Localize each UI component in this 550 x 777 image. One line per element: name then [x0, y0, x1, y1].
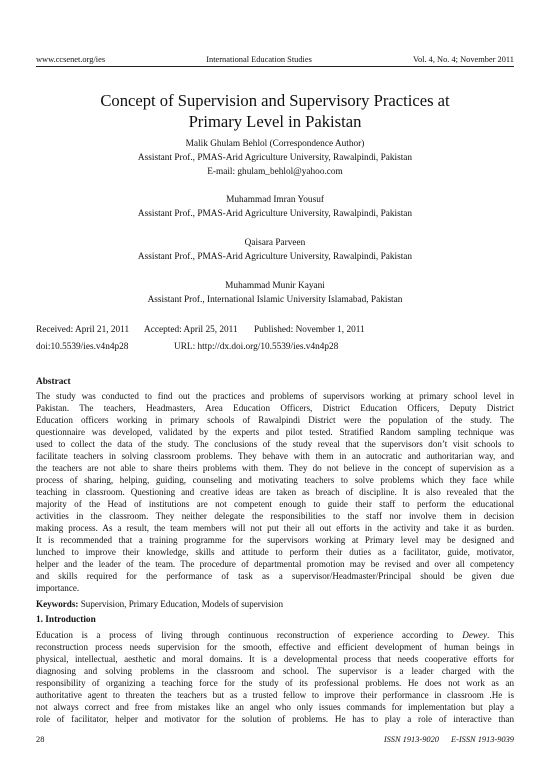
running-header: [36, 52, 514, 64]
paper-title: [36, 90, 514, 132]
author-affiliation: Assistant Prof., PMAS-Arid Agriculture University, Rawalpindi, Pakistan: [137, 153, 413, 163]
title-line: Concept of Supervision and Supervisory Practices at: [100, 91, 450, 110]
keywords-line: [36, 598, 283, 610]
body-line: reconstruction process needs supervision for the smooth, effective and efficient development of human beings in: [36, 642, 514, 652]
abstract-line: Pakistan. The teachers, Headmasters, Area Education Officers, District Education Officers, Deputy District: [36, 403, 514, 413]
author-block: [36, 279, 514, 307]
cited-author: Dewey: [462, 630, 488, 640]
abstract-line: lunched to improve their knowledge, skills and attitude to perform their duties as a facilitator, guide, motivator,: [36, 547, 514, 557]
author-name: Malik Ghulam Behlol (Correspondence Author): [185, 139, 365, 149]
abstract-line: The study was conducted to find out the practices and problems of supervisors working at primary school level in: [36, 391, 514, 401]
abstract-line: majority of the Head of institutions are not competent enough to guide their staff to perform the educational: [36, 499, 514, 509]
published-date: Published: November 1, 2011: [254, 325, 365, 335]
author-block: [36, 236, 514, 264]
author-block: [36, 193, 514, 221]
abstract-line: importance.: [36, 583, 80, 593]
abstract-line: facilitate teachers in solving classroom problems. They behave with them in an autocratic and authoritarian way, and: [36, 451, 514, 461]
section-heading: 1. Introduction: [36, 615, 96, 625]
abstract-line: questionnaire was developed, validated by the experts and pilot tested. Stratified Random sampling technique was: [36, 427, 514, 437]
identifier-row: [36, 340, 338, 354]
received-date: Received: April 21, 2011: [36, 325, 130, 335]
accepted-date: Accepted: April 25, 2011: [144, 325, 238, 335]
body-line: physical, intellectual, aesthetic and moral domains. It is a developmental process that needs cooperative efforts for: [36, 654, 514, 664]
abstract-line: activities in the classroom. They neither delegate the responsibilities to the staff nor involve them in decision: [36, 511, 514, 521]
body-line: responsibility of organizing a teaching force for the study of its professional problems. He does not work as an: [36, 678, 514, 688]
dates-row: [36, 323, 365, 337]
abstract-line: process of sharing, helping, guiding, counseling and motivating teachers to solve problems which they face while: [36, 475, 514, 485]
abstract-line: It is recommended that a training programme for the supervisors working at Primary level may be designed and: [36, 535, 514, 545]
abstract-line: and skills required for the performance of task as a supervisor/Headmaster/Principal should be given due: [36, 571, 514, 581]
doi: doi:10.5539/ies.v4n4p28: [36, 342, 129, 352]
author-affiliation: Assistant Prof., PMAS-Arid Agriculture University, Rawalpindi, Pakistan: [137, 209, 413, 219]
abstract-line: teaching in classroom. Questioning and creative ideas are taken as breach of discipline. It is also revealed that the: [36, 487, 514, 497]
page-footer: [36, 735, 514, 747]
author-name: Muhammad Munir Kayani: [225, 281, 325, 291]
body-line: role of facilitator, helper and motivator for the solution of problems. He has to play a role of interactive than: [36, 714, 514, 724]
journal-name: International Education Studies: [206, 55, 312, 64]
abstract-heading: Abstract: [36, 377, 71, 387]
issn-block: [384, 735, 514, 747]
abstract-line: making process. As a result, the team members will not put their all out efforts in the activity and take it as burden.: [36, 523, 514, 533]
eissn: E-ISSN 1913-9039: [450, 735, 514, 744]
body-line: not always correct and free from mistakes like an angel who only issues commands for implementation but play a: [36, 702, 514, 712]
keywords-text: Supervision, Primary Education, Models of supervision: [80, 599, 284, 609]
keywords-label: Keywords:: [36, 599, 79, 609]
author-name: Muhammad Imran Yousuf: [226, 195, 324, 205]
abstract-body: [36, 390, 514, 594]
volume-issue: Vol. 4, No. 4; November 2011: [413, 55, 514, 64]
author-block: [36, 137, 514, 179]
author-affiliation: Assistant Prof., International Islamic University Islamabad, Pakistan: [147, 295, 403, 305]
abstract-line: used to collect the data of the study. The conclusions of the study reveal that the supervisors don’t visit schools to: [36, 439, 514, 449]
journal-website[interactable]: www.ccsenet.org/ies: [36, 55, 106, 64]
issn: ISSN 1913-9020: [383, 735, 439, 744]
abstract-line: helper and the leader of the team. The procedure of departmental promotion may be revised and over all competency: [36, 559, 514, 569]
abstract-line: the teachers are not able to share theirs problems with them. They do not believe in the concept of supervision as a: [36, 463, 514, 473]
title-line: Primary Level in Pakistan: [188, 112, 362, 131]
article-url[interactable]: URL: http://dx.doi.org/10.5539/ies.v4n4p28: [174, 342, 339, 352]
body-line: authoritative agent to threaten the teachers but as a trusted fellow to improve their performance in classroom .He is: [36, 690, 514, 700]
page-number: 28: [36, 735, 45, 744]
body-line: diagnosing and solving problems in the classroom and school. The supervisor is a leader charged with the: [36, 666, 514, 676]
introduction-body: [36, 629, 514, 725]
author-email[interactable]: E-mail: ghulam_behlol@yahoo.com: [207, 167, 343, 177]
header-divider: [36, 66, 514, 67]
body-line: Education is a process of living through continuous reconstruction of experience according to Dewey. This: [36, 630, 514, 640]
author-affiliation: Assistant Prof., PMAS-Arid Agriculture University, Rawalpindi, Pakistan: [137, 252, 413, 262]
author-name: Qaisara Parveen: [244, 238, 306, 248]
abstract-line: Education officers working in primary schools of Rawalpindi District were the population of the study. The: [36, 415, 514, 425]
